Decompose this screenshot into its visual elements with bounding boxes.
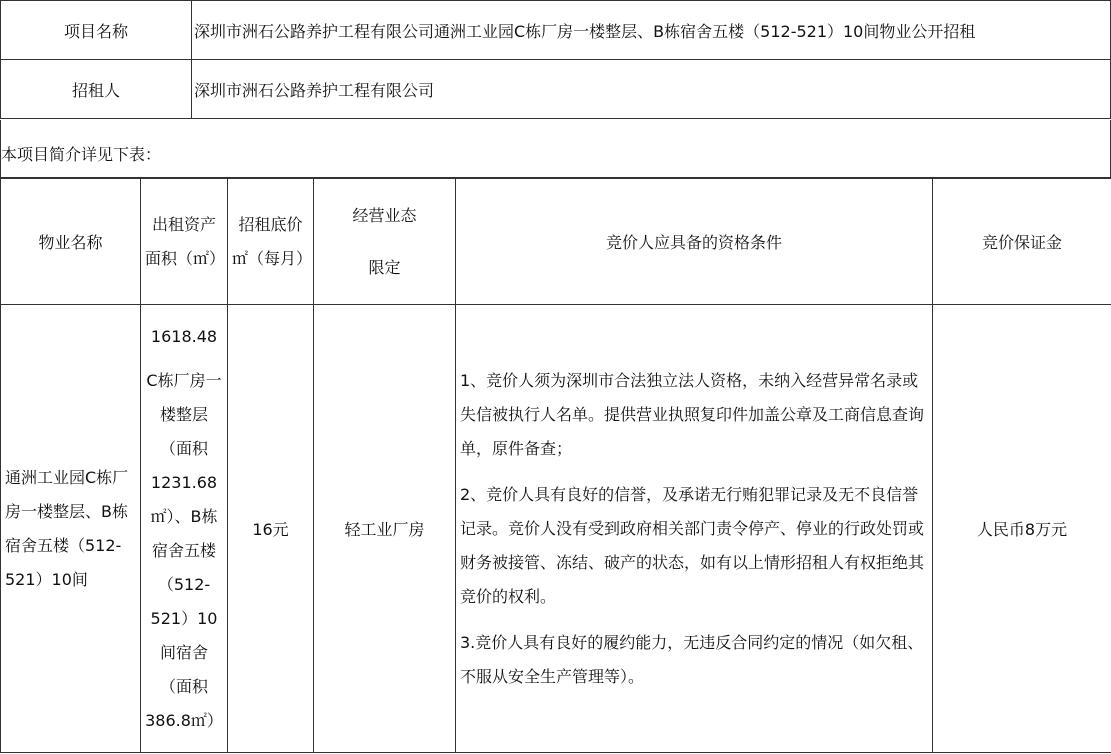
intro-text: 本项目简介详见下表： <box>1 145 162 164</box>
condition-item-2: 2、竞价人具有良好的信誉，及承诺无行贿犯罪记录及无不良信誉记录。竞价人没有受到政府相关部门责令停产、停业的行政处罚或财务被接管、冻结、破产的状态，如有以上情形招租人有权拒绝其竞价的权利。 <box>460 484 925 606</box>
lessor-row <box>1 60 1111 119</box>
cell-area-total: 1618.48 <box>150 326 218 346</box>
header-deposit: 竞价保证金 <box>933 179 1111 305</box>
lessor-value: 深圳市洲石公路养护工程有限公司 <box>192 60 1111 119</box>
condition-item-1: 1、竞价人须为深圳市合法独立法人资格，未纳入经营异常名录或失信被执行人名单。提供营业执照复印件加盖公章及工商信息查询单，原件备查； <box>460 370 925 458</box>
lessor-label: 招租人 <box>1 60 192 119</box>
header-base-price: 招租底价㎡（每月） <box>228 179 314 305</box>
intro-row <box>0 120 1111 178</box>
property-detail-table <box>0 178 1111 753</box>
cell-area <box>141 305 228 753</box>
cell-business: 轻工业厂房 <box>314 305 456 753</box>
cell-deposit: 人民币8万元 <box>933 305 1111 753</box>
project-name-row <box>1 1 1111 60</box>
project-name-label: 项目名称 <box>1 1 192 60</box>
header-business <box>314 179 456 305</box>
cell-property-name: 通洲工业园C栋厂房一楼整层、B栋宿舍五楼（512-521）10间 <box>1 305 141 753</box>
header-area: 出租资产面积（㎡） <box>141 179 228 305</box>
table-row <box>1 305 1111 753</box>
cell-base-price: 16元 <box>228 305 314 753</box>
header-business-line2: 限定 <box>368 257 401 277</box>
project-info-table <box>0 0 1111 119</box>
condition-item-3: 3.竞价人具有良好的履约能力，无违反合同约定的情况（如欠租、不服从安全生产管理等）。 <box>460 632 924 686</box>
table-header-row <box>1 179 1111 305</box>
cell-conditions <box>456 305 933 753</box>
cell-area-detail: C栋厂房一楼整层（面积1231.68㎡）、B栋宿舍五楼（512-521）10间宿舍（面积386.8㎡） <box>145 370 223 730</box>
header-business-line1: 经营业态 <box>352 205 417 225</box>
header-qualification: 竞价人应具备的资格条件 <box>456 179 933 305</box>
header-property-name: 物业名称 <box>1 179 141 305</box>
project-name-value: 深圳市洲石公路养护工程有限公司通洲工业园C栋厂房一楼整层、B栋宿舍五楼（512-521）10间物业公开招租 <box>192 1 1111 60</box>
